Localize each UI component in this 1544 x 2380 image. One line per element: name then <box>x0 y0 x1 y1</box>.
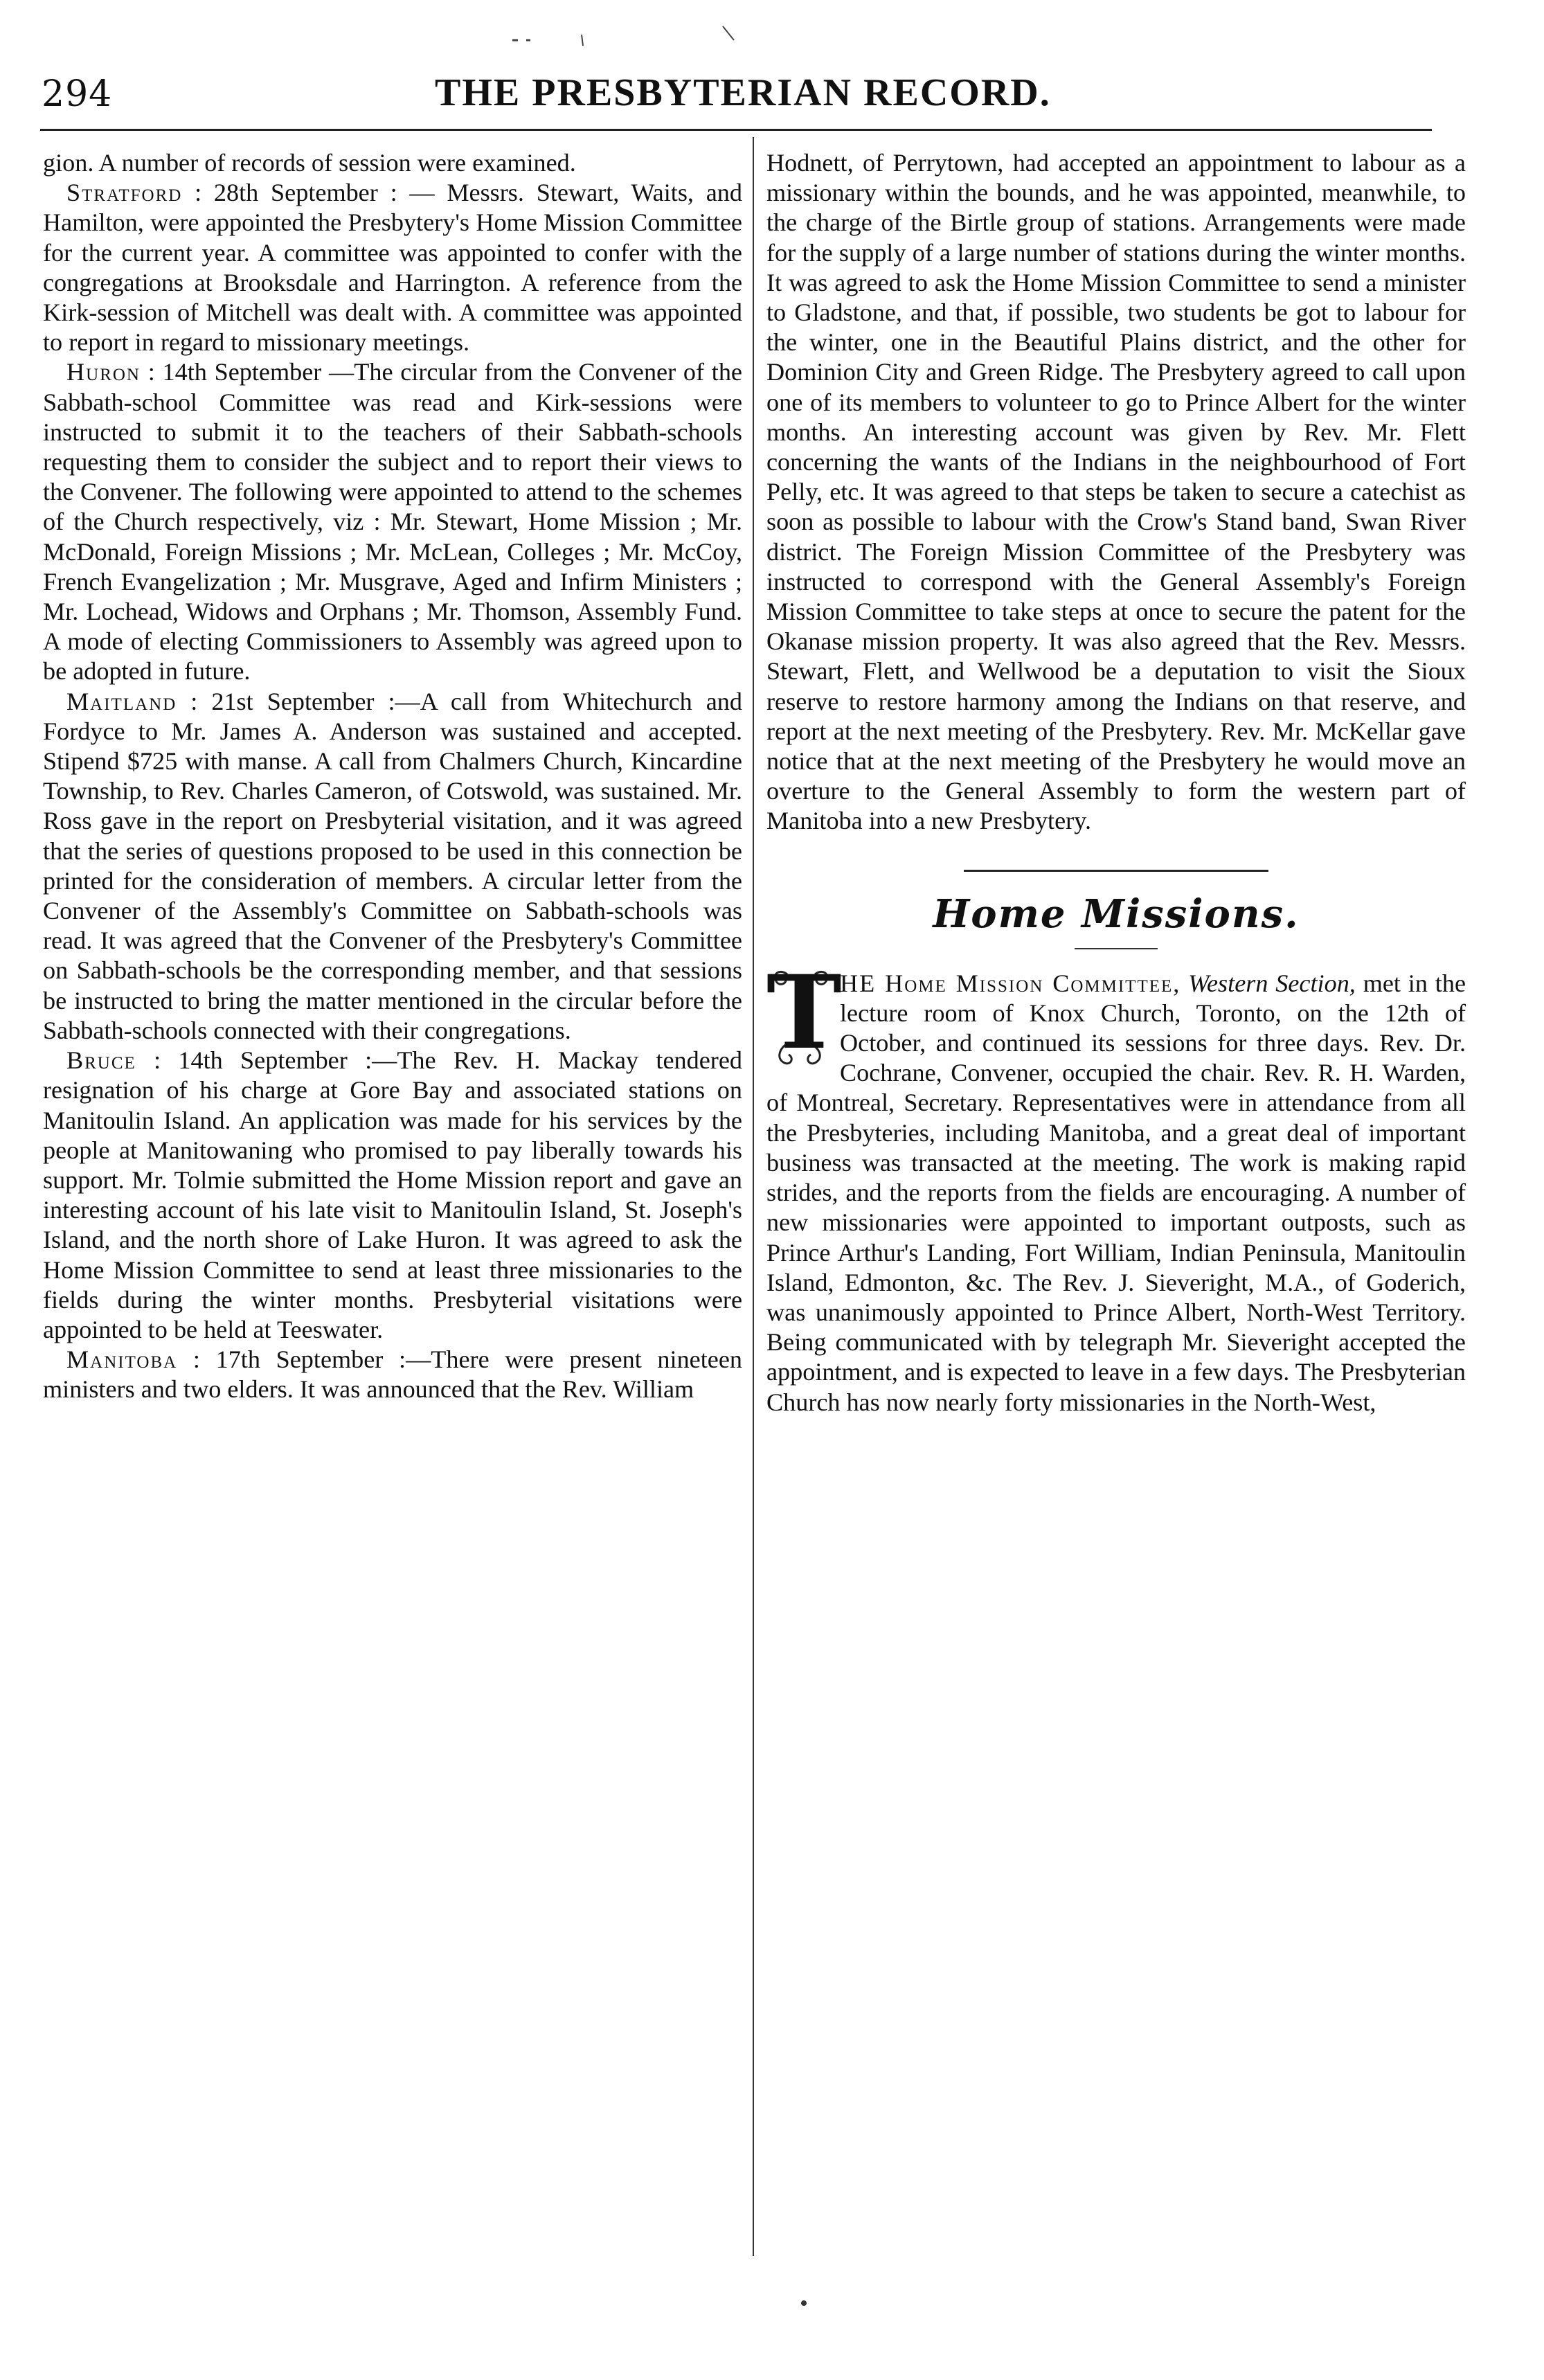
presbytery-name: Maitland <box>66 687 177 715</box>
paragraph-text: : 17th September :—There were present nineteen ministers and two elders. It was announced that the Rev. William <box>43 1345 743 1404</box>
paragraph-text: : 14th September :—The Rev. H. Mackay tendered resignation of his charge at Gore Bay and associated stations on Manitoulin Island. An application was made for his services by the people at Manitowaning who promised to pay liberally towards his support. Mr. Tolmie submitted the Home Mission report and gave an interesting account of his late visit to Manitoulin Island, St. Joseph's Island, and the north shore of Lake Huron. It was agreed to ask the Home Mission Committee to send at least three missionaries to the fields during the winter months. Presbyterial visitations were appointed to be held at Teeswater. <box>43 1046 742 1343</box>
paragraph-manitoba-continued <box>766 148 1466 836</box>
paragraph-text: gion. A number of records of session were examined. <box>43 149 576 177</box>
left-column <box>43 148 742 1405</box>
home-missions-article <box>766 953 1466 1417</box>
presbytery-name: Manitoba <box>66 1345 178 1374</box>
print-dot <box>801 2300 807 2306</box>
lead-in-italic: Western Section, <box>1188 969 1356 997</box>
drop-cap <box>766 953 842 1072</box>
header-rule <box>40 129 1432 131</box>
paragraph-text: Hodnett, of Perrytown, had accepted an appointment to labour as a missionary within the bounds, and he was appointed, meanwhile, to the charge of the Birtle group of stations. Arrangements were made for the supply of a large number of stations during the winter months. It was agreed to ask the Home Mission Committee to send a minister to Gladstone, and that, if possible, two students be got to labour for the winter, one in the Beautiful Plains district, and the other for Dominion City and Green Ridge. The Presbytery agreed to call upon one of its members to volunteer to go to Prince Albert for the winter months. An interesting account was given by Rev. Mr. Flett concerning the wants of the Indians in the neighbourhood of Fort Pelly, etc. It was agreed to that steps be taken to secure a catechist as soon as possible to labour with the Crow's Stand band, Swan River district. The Foreign Mission Committee of the Presbytery was instructed to correspond with the General Assembly's Foreign Mission Committee to take steps at once to secure the patent for the Okanase mission property. It was also agreed that the Rev. Messrs. Stewart, Flett, and Wellwood be a deputation to visit the Sioux reserve to restore harmony among the Indians on that reserve, and report at the next meeting of the Presbytery. Rev. Mr. McKellar gave notice that at the next meeting of the Presbytery he would move an overture to the General Assembly to form the western part of Manitoba into a new Presbytery. <box>766 149 1466 835</box>
section-title: Home Missions. <box>933 891 1300 937</box>
journal-title: THE PRESBYTERIAN RECORD. <box>435 71 1051 114</box>
presbytery-name: Bruce <box>66 1046 136 1075</box>
paragraph-stratford <box>43 178 742 357</box>
paragraph-bruce <box>43 1046 742 1345</box>
paragraph-huron <box>43 357 742 686</box>
presbytery-name: Stratford <box>66 179 183 207</box>
paragraph-home-missions <box>766 969 1466 1417</box>
page-number: 294 <box>42 73 113 115</box>
paragraph-text: : 21st September :—A call from Whitechurch and Fordyce to Mr. James A. Anderson was sustained and accepted. Stipend $725 with manse. A call from Chalmers Church, Kincardine Township, to Rev. Charles Cameron, of Cotswold, was sustained. Mr. Ross gave in the report on Presbyterial visitation, and it was agreed that the series of questions proposed to be used in this connection be printed for the consideration of members. A circular letter from the Convener of the Assembly's Committee on Sabbath-schools was read. It was agreed that the Convener of the Presbytery's Committee on Sabbath-schools be the corresponding member, and that sessions be instructed to bring the matter mentioned in the circular before the Sabbath-schools connected with their congregations. <box>43 687 742 1044</box>
lead-in-caps: HE Home Mission Committee, <box>840 969 1181 997</box>
paragraph-continuation <box>43 148 742 178</box>
paragraph-manitoba <box>43 1345 742 1404</box>
page-header <box>40 68 1432 123</box>
drop-cap-letter: T <box>766 953 842 1072</box>
paragraph-text: : 28th September : — Messrs. Stewart, Waits, and Hamilton, were appointed the Presbytery's Home Mission Committee for the current year. A committee was appointed to confer with the congregations at Brooksdale and Harrington. A reference from the Kirk-session of Mitchell was dealt with. A committee was appointed to report in regard to missionary meetings. <box>43 179 742 357</box>
section-rule-short <box>1075 948 1158 949</box>
column-divider <box>753 137 754 2256</box>
paragraph-text: met in the lecture room of Knox Church, Toronto, on the 12th of October, and continued its sessions for three days. Rev. Dr. Cochrane, Convener, occupied the chair. Rev. R. H. Warden, of Montreal, Secretary. Representatives were in attendance from all the Presbyteries, including Manitoba, and a great deal of important business was transacted at the meeting. The work is making rapid strides, and the reports from the fields are encouraging. A number of new missionaries were appointed to important outposts, such as Prince Arthur's Landing, Fort William, Indian Peninsula, Manitoulin Island, Edmonton, &c. The Rev. J. Sieveright, M.A., of Goderich, was unanimously appointed to Prince Albert, North-West Territory. Being communicated with by telegraph Mr. Sieveright accepted the appointment, and is expected to leave in a few days. The Presbyterian Church has now nearly forty missionaries in the North-West, <box>766 969 1466 1416</box>
paragraph-maitland <box>43 687 742 1046</box>
right-column <box>766 148 1466 1417</box>
section-rule <box>964 870 1268 872</box>
presbytery-name: Huron <box>66 358 141 386</box>
paragraph-text: : 14th September —The circular from the Convener of the Sabbath-school Committee was read and Kirk-sessions were instructed to submit it to the teachers of their Sabbath-schools requesting them to consider the subject and to report their views to the Convener. The following were appointed to attend to the schemes of the Church respectively, viz : Mr. Stewart, Home Mission ; Mr. McDonald, Foreign Missions ; Mr. McLean, Colleges ; Mr. McCoy, French Evangelization ; Mr. Musgrave, Aged and Infirm Ministers ; Mr. Lochead, Widows and Orphans ; Mr. Thomson, Assembly Fund. A mode of electing Commissioners to Assembly was agreed upon to be adopted in future. <box>43 358 742 686</box>
print-marks <box>485 25 762 53</box>
